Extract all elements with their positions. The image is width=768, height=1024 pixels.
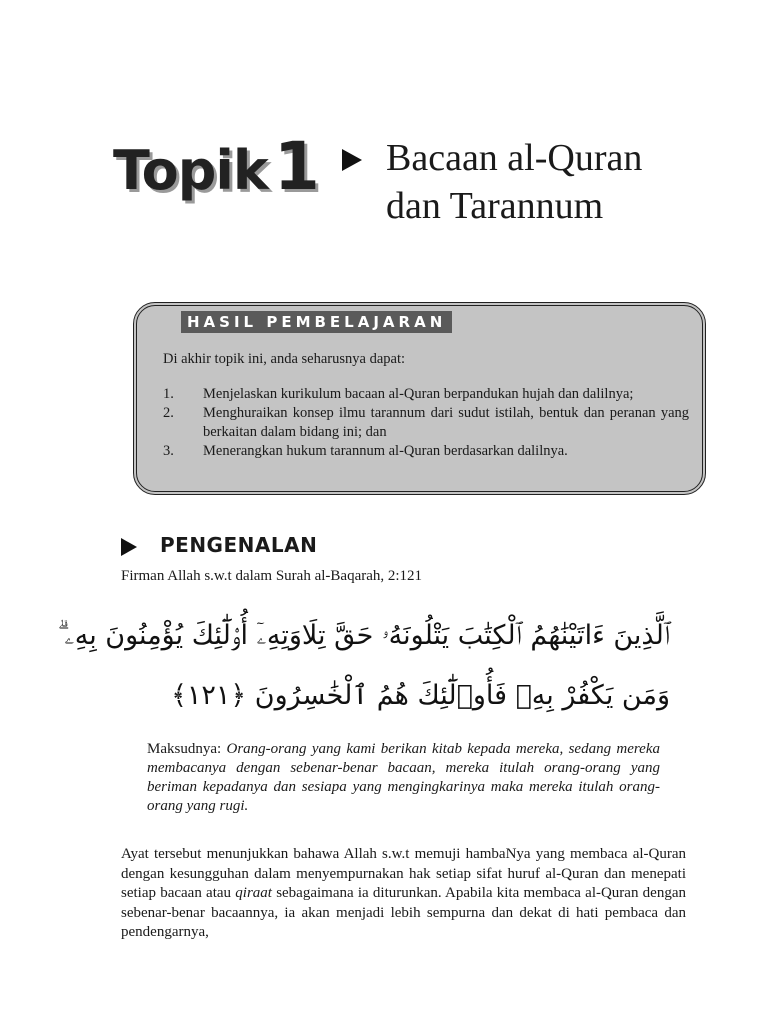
list-item-text: Menghuraikan konsep ilmu tarannum dari sudut istilah, bentuk dan peranan yang berkaitan dalam bidang ini; dan <box>203 405 689 440</box>
arabic-verse <box>57 606 670 726</box>
verse-reference: Firman Allah s.w.t dalam Surah al-Baqarah, 2:121 <box>121 568 423 584</box>
list-item <box>163 404 689 442</box>
topic-title-line1: Bacaan al-Quran <box>386 137 643 179</box>
learning-outcomes-intro: Di akhir topik ini, anda seharusnya dapat: <box>163 351 406 367</box>
translation-label: Maksudnya: <box>147 741 222 757</box>
list-item-number: 1. <box>163 386 174 402</box>
topic-number: 1 <box>273 128 319 205</box>
topic-word: Topik <box>113 139 268 202</box>
learning-outcomes-box <box>133 302 706 495</box>
section-arrow-icon <box>121 538 137 556</box>
topic-title-line2: dan Tarannum <box>386 185 604 227</box>
list-item-text: Menjelaskan kurikulum bacaan al-Quran berpandukan hujah dan dalilnya; <box>203 386 634 402</box>
translation-text: Orang-orang yang kami berikan kitab kepada mereka, sedang mereka membacanya dengan sebenar-benar bacaan, mereka itulah orang-orang yang beriman kepadanya dan sesiapa yang mengingkarinya maka mereka itulah orang-orang yang rugi. <box>147 741 660 814</box>
list-item <box>163 442 689 461</box>
section-title: PENGENALAN <box>160 533 318 557</box>
learning-outcomes-header: HASIL PEMBELAJARAN <box>181 311 452 333</box>
topic-heading <box>113 128 319 205</box>
list-item <box>163 385 689 404</box>
list-item-number: 2. <box>163 405 174 421</box>
arabic-verse-line2: وَمَن يَكْفُرْ بِهِۦ فَأُو۟لَٰٓئِكَ هُمُ ٱلْخَٰسِرُونَ ﴿١٢١﴾ <box>171 680 670 711</box>
paragraph-part1: Ayat tersebut menunjukkan bahawa Allah s.w.t memuji hambaNya yang membaca al-Quran dengan kesungguhan dalam menyempurnakan hak setiap sifat huruf al-Quran dan menepati setiap bacaan atau <box>121 846 686 901</box>
verse-translation <box>147 740 660 816</box>
list-item-number: 3. <box>163 443 174 459</box>
body-paragraph <box>121 845 686 943</box>
paragraph-italic-term: qiraat <box>235 885 272 901</box>
arabic-verse-line1: ٱلَّذِينَ ءَاتَيْنَٰهُمُ ٱلْكِتَٰبَ يَتْلُونَهُۥ حَقَّ تِلَاوَتِهِۦٓ أُو۟لَٰٓئِكَ يُؤْمِنُونَ بِهِۦ ۗ <box>57 620 670 651</box>
list-item-text: Menerangkan hukum tarannum al-Quran berdasarkan dalilnya. <box>203 443 568 459</box>
topic-title <box>386 134 642 230</box>
title-arrow-icon <box>342 149 362 171</box>
paragraph-part2: sebagaimana ia diturunkan. Apabila kita membaca al-Quran dengan sebenar-benar bacaannya, ia akan menjadi lebih sempurna dan dekat di hati pembaca dan pendengarnya, <box>121 885 687 940</box>
learning-outcomes-list <box>163 385 689 461</box>
